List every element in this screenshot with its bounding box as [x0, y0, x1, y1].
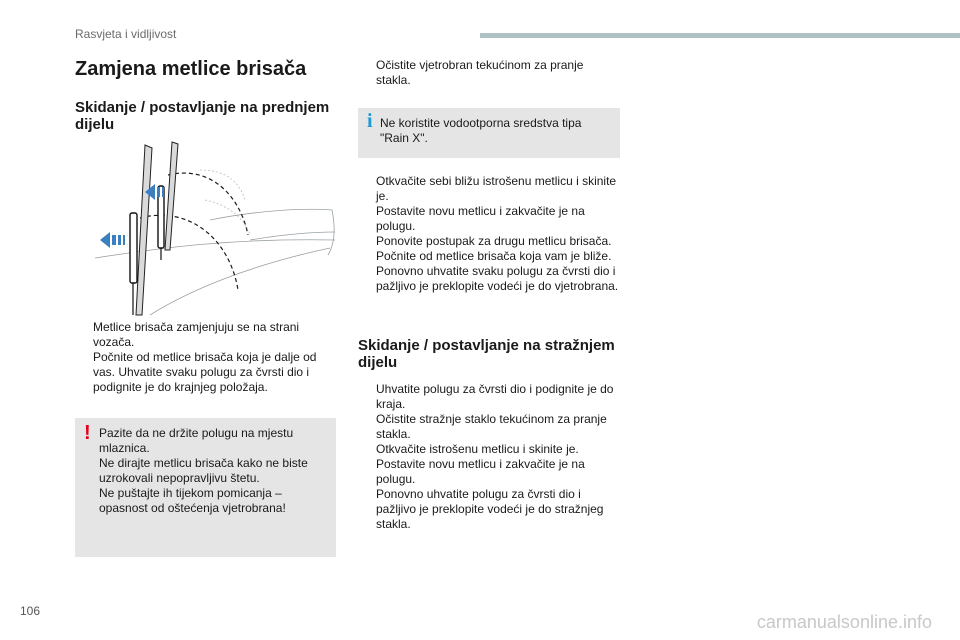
list-item: Ponovite postupak za drugu metlicu brisača.: [376, 234, 612, 248]
list-item: Otkvačite istrošenu metlicu i skinite je.: [376, 442, 579, 456]
list-item: Postavite novu metlicu i zakvačite je na polugu.: [376, 204, 585, 233]
list-item: Očistite stražnje staklo tekućinom za pranje stakla.: [376, 412, 607, 441]
wiper-illustration: [90, 140, 340, 318]
info-icon: i: [367, 110, 373, 132]
warning-icon: !: [84, 422, 91, 444]
list-item: Počnite od metlice brisača koja vam je bliže. Ponovno uhvatite svaku polugu za čvrsti dio i pažljivo je preklopite vodeći je do vjetrobrana.: [376, 249, 619, 293]
list-item: Očistite vjetrobran tekućinom za pranje stakla.: [376, 58, 584, 87]
section-title: Rasvjeta i vidljivost: [75, 27, 177, 41]
list-item: Ponovno uhvatite polugu za čvrsti dio i pažljivo je preklopite vodeći je do stražnjeg stakla.: [376, 487, 604, 531]
list-item: Otkvačite sebi bližu istrošenu metlicu i skinite je.: [376, 174, 617, 203]
front-heading: Skidanje / postavljanje na prednjem dijelu: [75, 99, 330, 133]
page-number: 106: [20, 604, 41, 618]
clean-step: [358, 58, 620, 88]
list-item: Počnite od metlice brisača koja je dalje od vas. Uhvatite svaku polugu za čvrsti dio i podignite je do krajnjeg položaja.: [93, 350, 317, 394]
rear-heading: Skidanje / postavljanje na stražnjem dijelu: [358, 337, 615, 371]
header-bar: [480, 33, 960, 38]
watermark: carmanualsonline.info: [756, 612, 932, 632]
list-item: Postavite novu metlicu i zakvačite je na polugu.: [376, 457, 585, 486]
rear-step-list: [358, 382, 620, 532]
page-title: Zamjena metlice brisača: [75, 58, 307, 80]
list-item: Uhvatite polugu za čvrsti dio i podignite je do kraja.: [376, 382, 614, 411]
info-box: i Ne koristite vodootporna sredstva tipa "Rain X".: [358, 108, 620, 158]
warning-box: ! Pazite da ne držite polugu na mjestu mlaznica. Ne dirajte metlicu brisača kako ne biste uzrokovali nepopravljivu štetu. Ne puštajte ih tijekom pomicanja – opasnost od oštećenja vjetrobrana!: [75, 418, 336, 557]
front-step-list: [75, 320, 330, 395]
replace-step-list: [358, 174, 620, 294]
list-item: Metlice brisača zamjenjuju se na strani vozača.: [93, 320, 300, 349]
